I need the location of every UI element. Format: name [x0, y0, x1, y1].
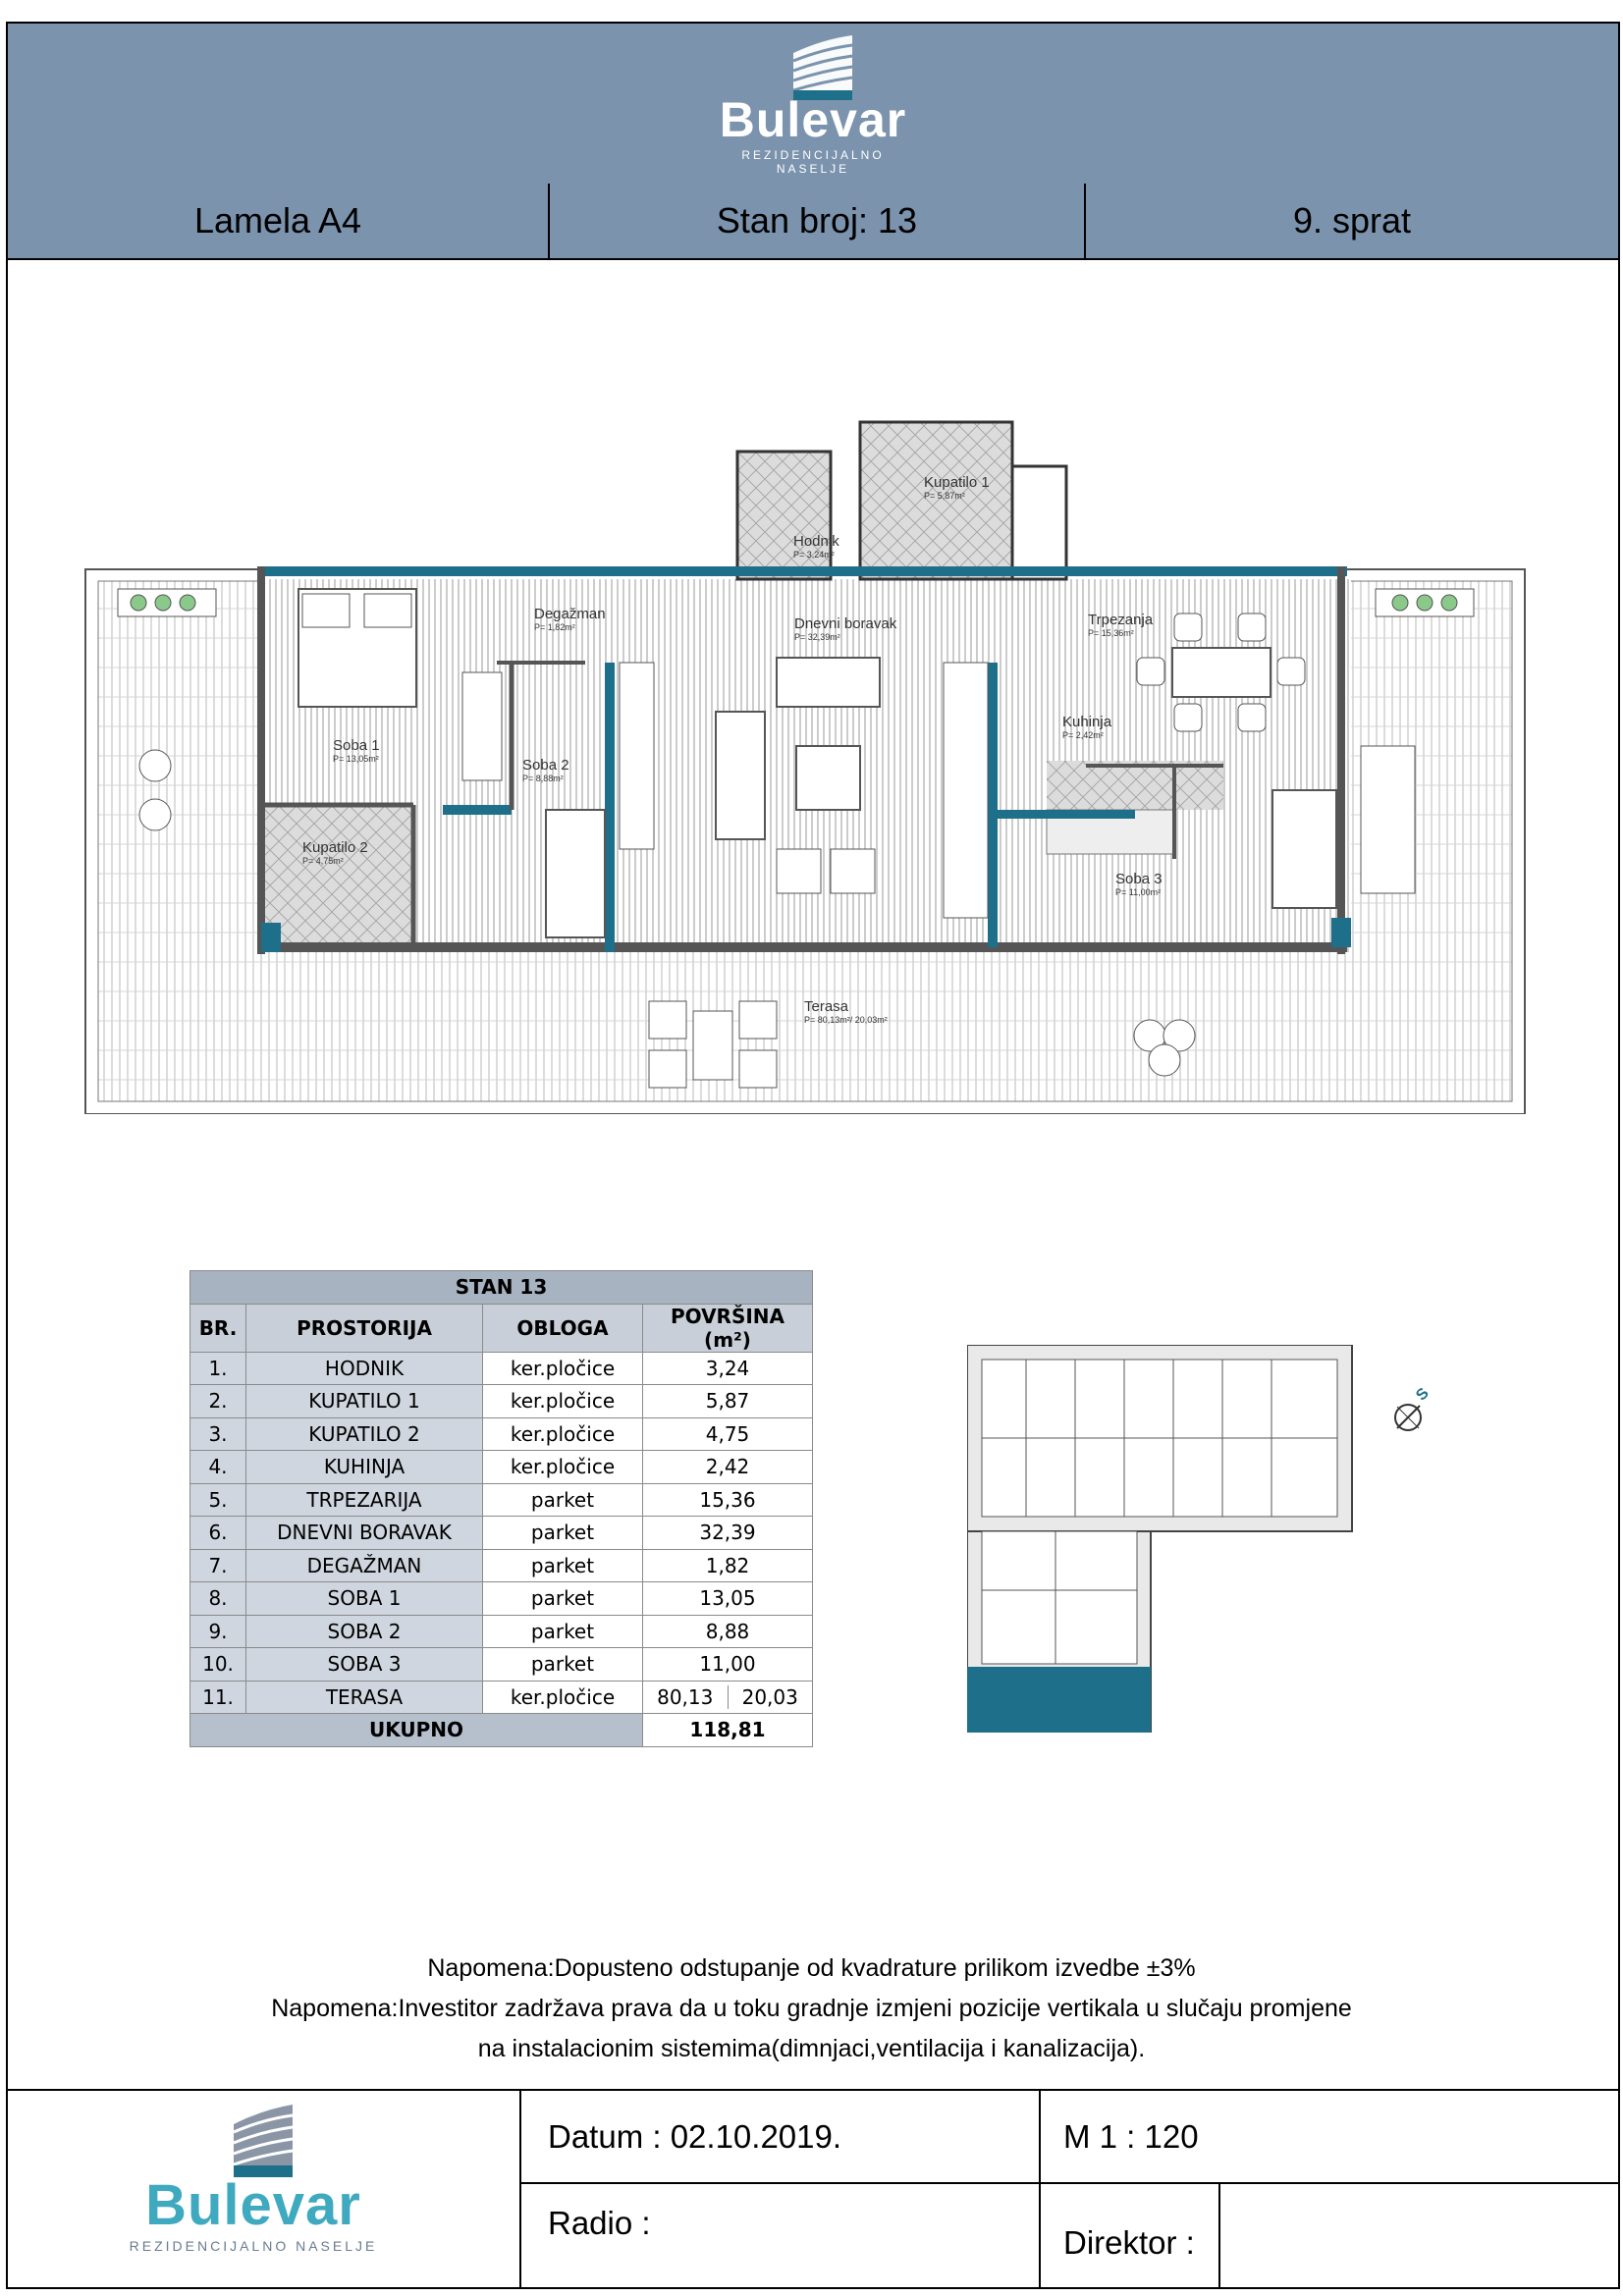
cell-finish: ker.pločice [483, 1352, 643, 1385]
note-line-2: Napomena:Investitor zadržava prava da u toku gradnje izmjeni pozicije vertikala u slučaju promjene [271, 1995, 1352, 2022]
cell-area-total: 80,13 [643, 1685, 729, 1709]
footer-brand-name: Bulevar [145, 2173, 361, 2237]
lamela-label: Lamela A4 [8, 184, 550, 258]
room-label-soba2: Soba 2 P= 8,88m² [522, 757, 569, 783]
table-row [190, 1549, 813, 1582]
cell-finish: parket [483, 1483, 643, 1517]
footer-divider-h [521, 2182, 1618, 2184]
header-banner [8, 24, 1618, 186]
cell-area: 15,36 [643, 1483, 813, 1517]
cell-no: 11. [190, 1681, 246, 1714]
room-label-soba1: Soba 1 P= 13,05m² [333, 737, 380, 764]
header-obloga: OBLOGA [483, 1304, 643, 1352]
cell-no: 9. [190, 1615, 246, 1648]
header-br: BR. [190, 1304, 246, 1352]
cell-no: 6. [190, 1517, 246, 1550]
cell-no: 1. [190, 1352, 246, 1385]
cell-no: 3. [190, 1417, 246, 1451]
table-row [190, 1385, 813, 1418]
cell-name: KUPATILO 1 [246, 1385, 483, 1418]
cell-no: 5. [190, 1483, 246, 1517]
cell-no: 8. [190, 1582, 246, 1616]
room-label-degazman: Degažman P= 1,82m² [534, 606, 606, 632]
cell-area: 1,82 [643, 1549, 813, 1582]
cell-no: 7. [190, 1549, 246, 1582]
cell-no: 10. [190, 1648, 246, 1682]
scale-field: M 1 : 120 [1063, 2117, 1199, 2155]
cell-finish: ker.pločice [483, 1417, 643, 1451]
cell-finish: parket [483, 1582, 643, 1616]
notes [0, 1949, 1623, 2069]
room-label-terasa: Terasa P= 80,13m²/ 20,03m² [804, 998, 888, 1025]
table-body [190, 1352, 813, 1681]
header-prostorija: PROSTORIJA [246, 1304, 483, 1352]
table-title: STAN 13 [190, 1271, 813, 1305]
cell-area: 11,00 [643, 1648, 813, 1682]
cell-name: KUPATILO 2 [246, 1417, 483, 1451]
site-key-plan [967, 1345, 1355, 1733]
sprat-label: 9. sprat [1292, 200, 1412, 240]
room-label-kupatilo1: Kupatilo 1 P= 5,87m² [924, 474, 990, 501]
cell-name: SOBA 2 [246, 1615, 483, 1648]
header-povrsina: POVRŠINA (m²) [643, 1304, 813, 1352]
table-row [190, 1352, 813, 1385]
info-bar [8, 184, 1618, 260]
footer-brand-subtitle: REZIDENCIJALNO NASELJE [129, 2238, 378, 2254]
note-line-1: Napomena:Dopusteno odstupanje od kvadrature prilikom izvedbe ±3% [427, 1954, 1196, 1982]
footer-divider-2 [1039, 2091, 1041, 2289]
cell-name: TRPEZARIJA [246, 1483, 483, 1517]
footer [8, 2089, 1618, 2289]
room-label-kuhinja: Kuhinja P= 2,42m² [1062, 714, 1112, 740]
table-row [190, 1417, 813, 1451]
cell-finish: parket [483, 1615, 643, 1648]
cell-area-counted: 20,03 [741, 1684, 798, 1709]
stan-label: Stan broj: 13 [550, 184, 1086, 258]
room-label-dnevni-boravak: Dnevni boravak P= 32,39m² [794, 615, 897, 642]
cell-no: 4. [190, 1451, 246, 1484]
cell-finish: parket [483, 1648, 643, 1682]
cell-area: 32,39 [643, 1517, 813, 1550]
footer-divider-3 [1218, 2182, 1220, 2289]
total-label: UKUPNO [190, 1714, 643, 1747]
brand-name: Bulevar [719, 92, 907, 147]
brand-logo [715, 31, 911, 176]
cell-area: 5,87 [643, 1385, 813, 1418]
key-plan-drawing [967, 1345, 1355, 1733]
table-row [190, 1582, 813, 1616]
cell-area: 4,75 [643, 1417, 813, 1451]
compass-label: S [1413, 1384, 1433, 1405]
cell-name: SOBA 3 [246, 1648, 483, 1682]
cell-area: 13,05 [643, 1582, 813, 1616]
room-label-soba3: Soba 3 P= 11,00m² [1115, 871, 1163, 897]
direktor-field: Direktor : [1063, 2224, 1195, 2261]
cell-area: 2,42 [643, 1451, 813, 1484]
cell-area: 3,24 [643, 1352, 813, 1385]
cell-name: HODNIK [246, 1352, 483, 1385]
radio-field: Radio : [548, 2205, 651, 2241]
cell-finish: ker.pločice [483, 1385, 643, 1418]
room-label-hodnik: Hodnik P= 3,24m² [793, 533, 839, 560]
footer-logo [116, 2101, 391, 2254]
table-row [190, 1517, 813, 1550]
note-line-3: na instalacionim sistemima(dimnjaci,ventilacija i kanalizacija). [477, 2035, 1146, 2062]
cell-name: KUHINJA [246, 1451, 483, 1484]
table-row [190, 1615, 813, 1648]
total-value: 118,81 [643, 1714, 813, 1747]
cell-finish: ker.pločice [483, 1681, 643, 1714]
table-row-total [190, 1714, 813, 1747]
table-row [190, 1483, 813, 1517]
brand-subtitle: REZIDENCIJALNO NASELJE [741, 148, 885, 176]
floor-plan [84, 417, 1528, 1114]
cell-name: DNEVNI BORAVAK [246, 1517, 483, 1550]
table-row [190, 1451, 813, 1484]
room-label-kupatilo2: Kupatilo 2 P= 4,75m² [302, 839, 368, 866]
cell-no: 2. [190, 1385, 246, 1418]
cell-finish: parket [483, 1517, 643, 1550]
cell-area-split [643, 1681, 813, 1714]
table-row [190, 1648, 813, 1682]
datum-field: Datum : 02.10.2019. [548, 2117, 842, 2155]
cell-name: TERASA [246, 1681, 483, 1714]
cell-finish: ker.pločice [483, 1451, 643, 1484]
rooms-table [189, 1270, 813, 1747]
compass [1392, 1384, 1435, 1435]
cell-area: 8,88 [643, 1615, 813, 1648]
footer-building-logo-icon [194, 2101, 312, 2179]
footer-divider-1 [519, 2091, 521, 2289]
table-row-terasa [190, 1681, 813, 1714]
cell-name: SOBA 1 [246, 1582, 483, 1616]
cell-finish: parket [483, 1549, 643, 1582]
cell-name: DEGAŽMAN [246, 1549, 483, 1582]
room-label-trpezanja: Trpezanja P= 15,36m² [1088, 612, 1154, 638]
